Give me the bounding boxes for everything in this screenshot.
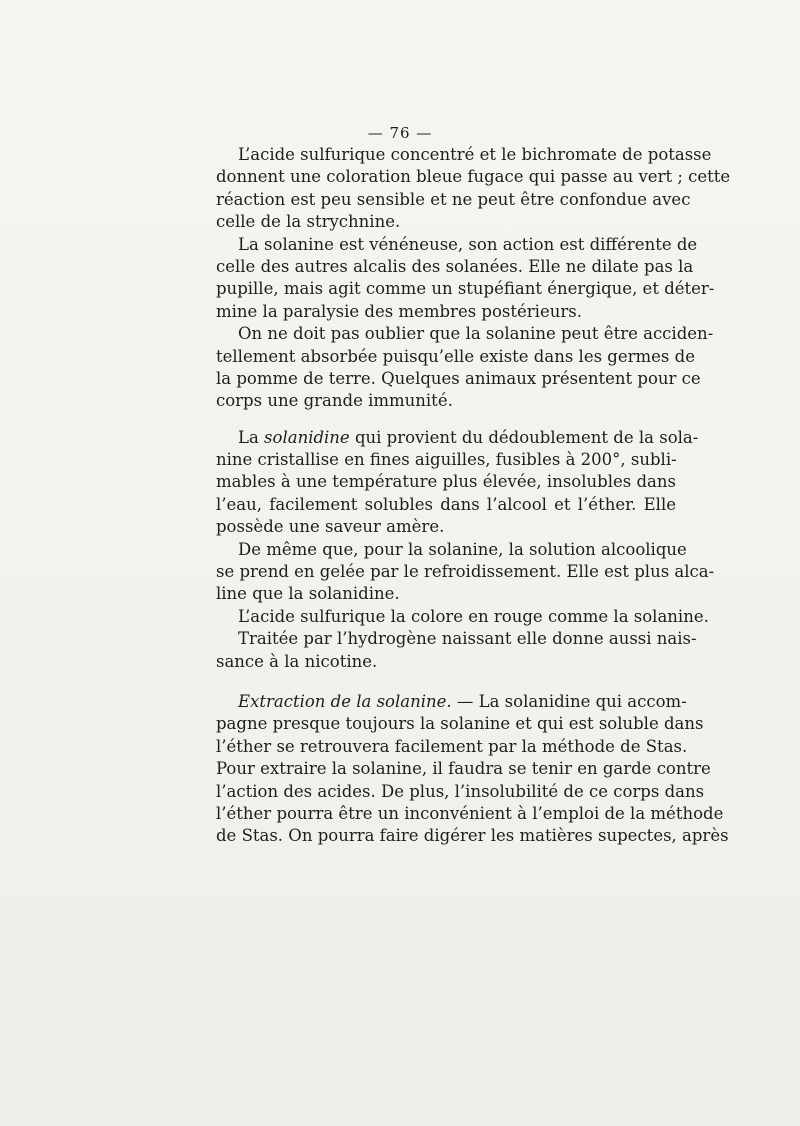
text-line: pagne presque toujours la solanine et qui est soluble dans xyxy=(216,714,704,734)
paragraph xyxy=(216,323,714,413)
text-line: mine la paralysie des membres postérieurs. xyxy=(216,301,582,321)
text-line: se prend en gelée par le refroidissement. Elle est plus alca- xyxy=(216,562,715,582)
text-line: l’éther se retrouvera facilement par la méthode de Stas. xyxy=(216,736,688,756)
section-heading: Extraction de la solanine. xyxy=(238,691,452,711)
text-line: l’action des acides. De plus, l’insolubilité de ce corps dans xyxy=(216,781,705,801)
text-line: L’acide sulfurique la colore en rouge comme la solanine. xyxy=(238,606,709,626)
text-line: corps une grande immunité. xyxy=(216,391,453,411)
term-solanidine: solanidine xyxy=(264,427,350,447)
page-number: — 76 — xyxy=(367,124,433,142)
text-line: nine cristallise en fines aiguilles, fusibles à 200°, subli- xyxy=(216,450,677,470)
paragraph xyxy=(216,539,715,606)
paragraph-spacer xyxy=(216,413,676,427)
text-line: pupille, mais agit comme un stupéfiant énergique, et déter- xyxy=(216,279,715,299)
text-line: De même que, pour la solanine, la solution alcoolique xyxy=(238,539,687,559)
text-line: l’eau, facilement solubles dans l’alcool et l’éther. Elle xyxy=(216,494,676,514)
text-run: La xyxy=(238,427,265,447)
text-line: Traitée par l’hydrogène naissant elle donne aussi nais- xyxy=(238,629,697,649)
text-line: de Stas. On pourra faire digérer les matières supectes, après xyxy=(216,826,729,846)
paragraph xyxy=(216,628,697,673)
text-run: qui provient du dédoublement de la sola- xyxy=(349,427,699,447)
text-line: L’acide sulfurique concentré et le bichromate de potasse xyxy=(238,145,712,164)
paragraph xyxy=(216,606,709,628)
text-line: On ne doit pas oublier que la solanine peut être acciden- xyxy=(238,324,714,344)
paragraph xyxy=(216,427,699,539)
text-line: possède une saveur amère. xyxy=(216,517,445,537)
paragraph-spacer xyxy=(216,673,676,691)
body-text xyxy=(216,144,731,848)
text-line xyxy=(216,427,699,449)
text-line: La solanine est vénéneuse, son action est différente de xyxy=(238,234,698,254)
paragraph xyxy=(216,234,715,324)
text-line: celle des autres alcalis des solanées. Elle ne dilate pas la xyxy=(216,256,694,276)
paragraph xyxy=(216,144,731,234)
text-run: — La solanidine qui accom- xyxy=(451,691,687,711)
paragraph xyxy=(216,691,729,848)
text-line: mables à une température plus élevée, insolubles dans xyxy=(216,472,676,492)
text-line: tellement absorbée puisqu’elle existe dans les germes de xyxy=(216,346,695,366)
text-line: celle de la strychnine. xyxy=(216,212,401,232)
text-line: Pour extraire la solanine, il faudra se tenir en garde contre xyxy=(216,759,711,779)
text-line: donnent une coloration bleue fugace qui passe au vert ; cette xyxy=(216,167,731,187)
text-line xyxy=(216,691,687,713)
text-line: l’éther pourra être un inconvénient à l’emploi de la méthode xyxy=(216,803,724,823)
text-line: la pomme de terre. Quelques animaux présentent pour ce xyxy=(216,368,701,388)
text-line: réaction est peu sensible et ne peut être confondue avec xyxy=(216,189,691,209)
text-line: sance à la nicotine. xyxy=(216,651,378,671)
text-line: line que la solanidine. xyxy=(216,584,400,604)
